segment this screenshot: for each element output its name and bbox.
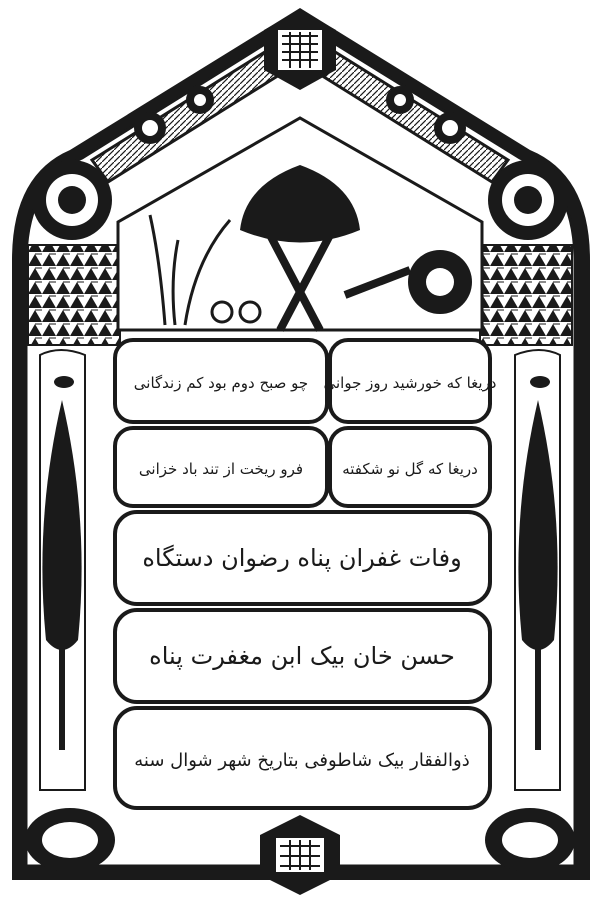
bird-left-icon: [54, 376, 74, 388]
bottom-rosette-right: [485, 808, 575, 872]
cypress-tree-right-icon: [515, 350, 560, 790]
couplet-2-right-text: دریغا که گل نو شکفته: [342, 460, 478, 478]
couplet-1-left-text: چو صبح دوم بود کم زندگانی: [133, 374, 309, 392]
couplet-1-right-text: دریغا که خورشید روز جوانی: [323, 374, 497, 392]
line-3-text: وفات غفران پناه رضوان دستگاه: [142, 544, 462, 572]
side-pattern-right: [480, 245, 572, 345]
bird-right-icon: [530, 376, 550, 388]
couplet-2-left-text: فرو ریخت از تند باد خزانی: [138, 460, 304, 478]
bottom-rosette-left: [25, 808, 115, 872]
line-4-text: حسن خان بیک ابن مغفرت پناه: [149, 642, 455, 670]
cypress-tree-left-icon: [40, 350, 85, 790]
corner-rosette-right: [488, 160, 568, 240]
line-5-text: ذوالفقار بیک شاطوفی بتاریخ شهر شوال سنه: [134, 750, 470, 771]
side-pattern-left: [28, 245, 120, 345]
corner-rosette-left: [32, 160, 112, 240]
